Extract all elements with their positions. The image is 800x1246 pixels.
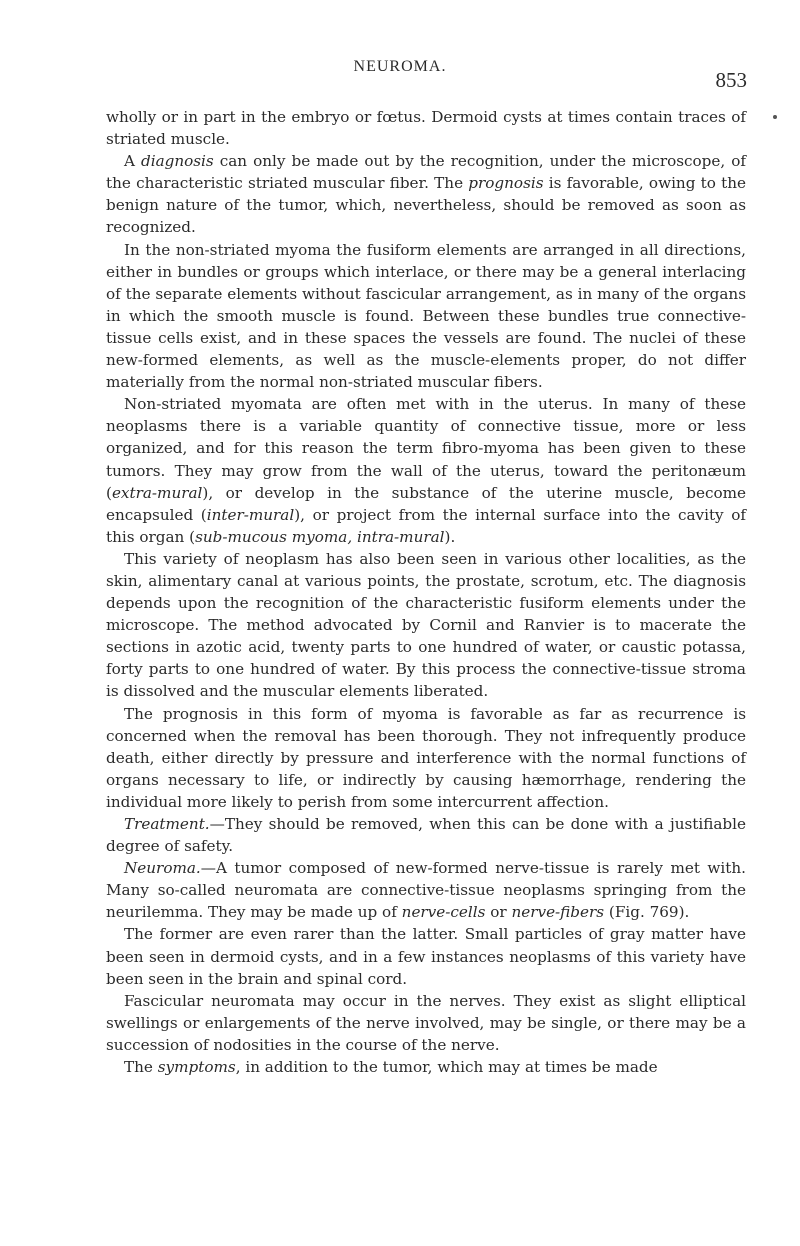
paragraph-text: The bbox=[124, 1058, 158, 1077]
paragraph-text: A bbox=[124, 152, 141, 171]
paragraph-text: The prognosis in this form of myoma is favorable as far as recurrence is concerned when the removal has been thorough. They not infrequently produce death, either directly by pressure and interference with the normal functions of organs necessary to life, or indirectly by causing hæmorrhage, rendering the individual more likely to perish from some intercurrent affection. bbox=[106, 704, 746, 811]
paragraph bbox=[106, 150, 746, 238]
paragraph bbox=[106, 106, 746, 150]
italic-term: extra-mural bbox=[111, 483, 203, 502]
running-head bbox=[0, 58, 800, 92]
paragraph-text: wholly or in part in the embryo or fœtus. Dermoid cysts at times contain traces of striated muscle. bbox=[106, 108, 746, 149]
body-text bbox=[106, 106, 746, 1078]
margin-dot-mark bbox=[773, 115, 777, 119]
paragraph-text: can only be made out by the recognition, under the microscope, of the characteristic striated muscular fiber. The bbox=[106, 152, 746, 193]
paragraph bbox=[106, 1056, 746, 1078]
running-title: NEUROMA. bbox=[353, 58, 447, 75]
italic-term: diagnosis bbox=[140, 152, 214, 171]
italic-term: nerve-fibers bbox=[511, 903, 605, 922]
page-number: 853 bbox=[715, 68, 747, 92]
paragraph-text: The former are even rarer than the latter. Small particles of gray matter have been seen in dermoid cysts, and in a few instances neoplasms of this variety have been seen in the brain and spinal cord. bbox=[106, 925, 746, 988]
italic-term: inter-mural bbox=[206, 505, 295, 524]
paragraph-text: —They should be removed, when this can be done with a justifiable degree of safety. bbox=[106, 815, 746, 856]
paragraph-text: Non-striated myomata are often met with in the uterus. In many of these neoplasms there is a variable quantity of connective tissue, more or less organized, and for this reason the term fibro-myoma has been given to these tumors. They may grow from the wall of the uterus, toward the peritonæum ( bbox=[106, 395, 746, 502]
paragraph bbox=[106, 813, 746, 857]
paragraph-text: is favorable, owing to the benign nature of the tumor, which, nevertheless, should be removed as soon as recognized. bbox=[106, 174, 746, 237]
italic-term: Treatment. bbox=[124, 815, 210, 833]
paragraph-text: or bbox=[485, 903, 512, 922]
italic-term: sub-mucous myoma, intra-mural bbox=[195, 527, 445, 546]
paragraph bbox=[106, 857, 746, 923]
paragraph-text: ), or project from the internal surface into the cavity of this organ ( bbox=[106, 505, 747, 546]
paragraph-text: This variety of neoplasm has also been seen in various other localities, as the skin, alimentary canal at various points, the prostate, scrotum, etc. The diagnosis depends upon the recognition of the characteristic fusiform elements under the microscope. The method advocated by Cornil and Ranvier is to macerate the sections in azotic acid, twenty parts to one hundred of water, or caustic potassa, forty parts to one hundred of water. By this process the connective-tissue stroma is dissolved and the muscular elements liberated. bbox=[106, 549, 746, 701]
italic-term: symptoms bbox=[157, 1058, 236, 1077]
paragraph-text: —A tumor composed of new-formed nerve-tissue is rarely met with. Many so-called neuromata are connective-tissue neoplasms springing from the neurilemma. They may be made up of bbox=[106, 859, 746, 922]
paragraph-text: (Fig. 769). bbox=[604, 903, 690, 922]
paragraph bbox=[106, 548, 746, 703]
italic-term: prognosis bbox=[468, 174, 544, 193]
italic-term: nerve-cells bbox=[401, 903, 486, 922]
paragraph-text: , in addition to the tumor, which may at times be made bbox=[235, 1058, 658, 1077]
paragraph-text: Fascicular neuromata may occur in the nerves. They exist as slight elliptical swellings or enlargements of the nerve involved, may be single, or there may be a succession of nodosities in the course of the nerve. bbox=[106, 991, 746, 1054]
paragraph bbox=[106, 393, 746, 548]
paragraph-text: ). bbox=[444, 527, 456, 546]
paragraph-text: ), or develop in the substance of the uterine muscle, become encapsuled ( bbox=[106, 483, 746, 524]
italic-term: Neuroma. bbox=[124, 859, 201, 878]
paragraph-text: In the non-striated myoma the fusiform elements are arranged in all directions, either in bundles or groups which interlace, or there may be a general interlacing of the separate elements without fascicular arrangement, as in many of the organs in which the smooth muscle is found. Between these bundles true connective-tissue cells exist, and in these spaces the vessels are found. The nuclei of these new-formed elements, as well as the muscle-elements proper, do not differ materially from the normal non-striated muscular fibers. bbox=[106, 240, 746, 392]
paragraph bbox=[106, 990, 746, 1056]
paragraph bbox=[106, 703, 746, 813]
paragraph bbox=[106, 923, 746, 989]
paragraph bbox=[106, 239, 746, 394]
